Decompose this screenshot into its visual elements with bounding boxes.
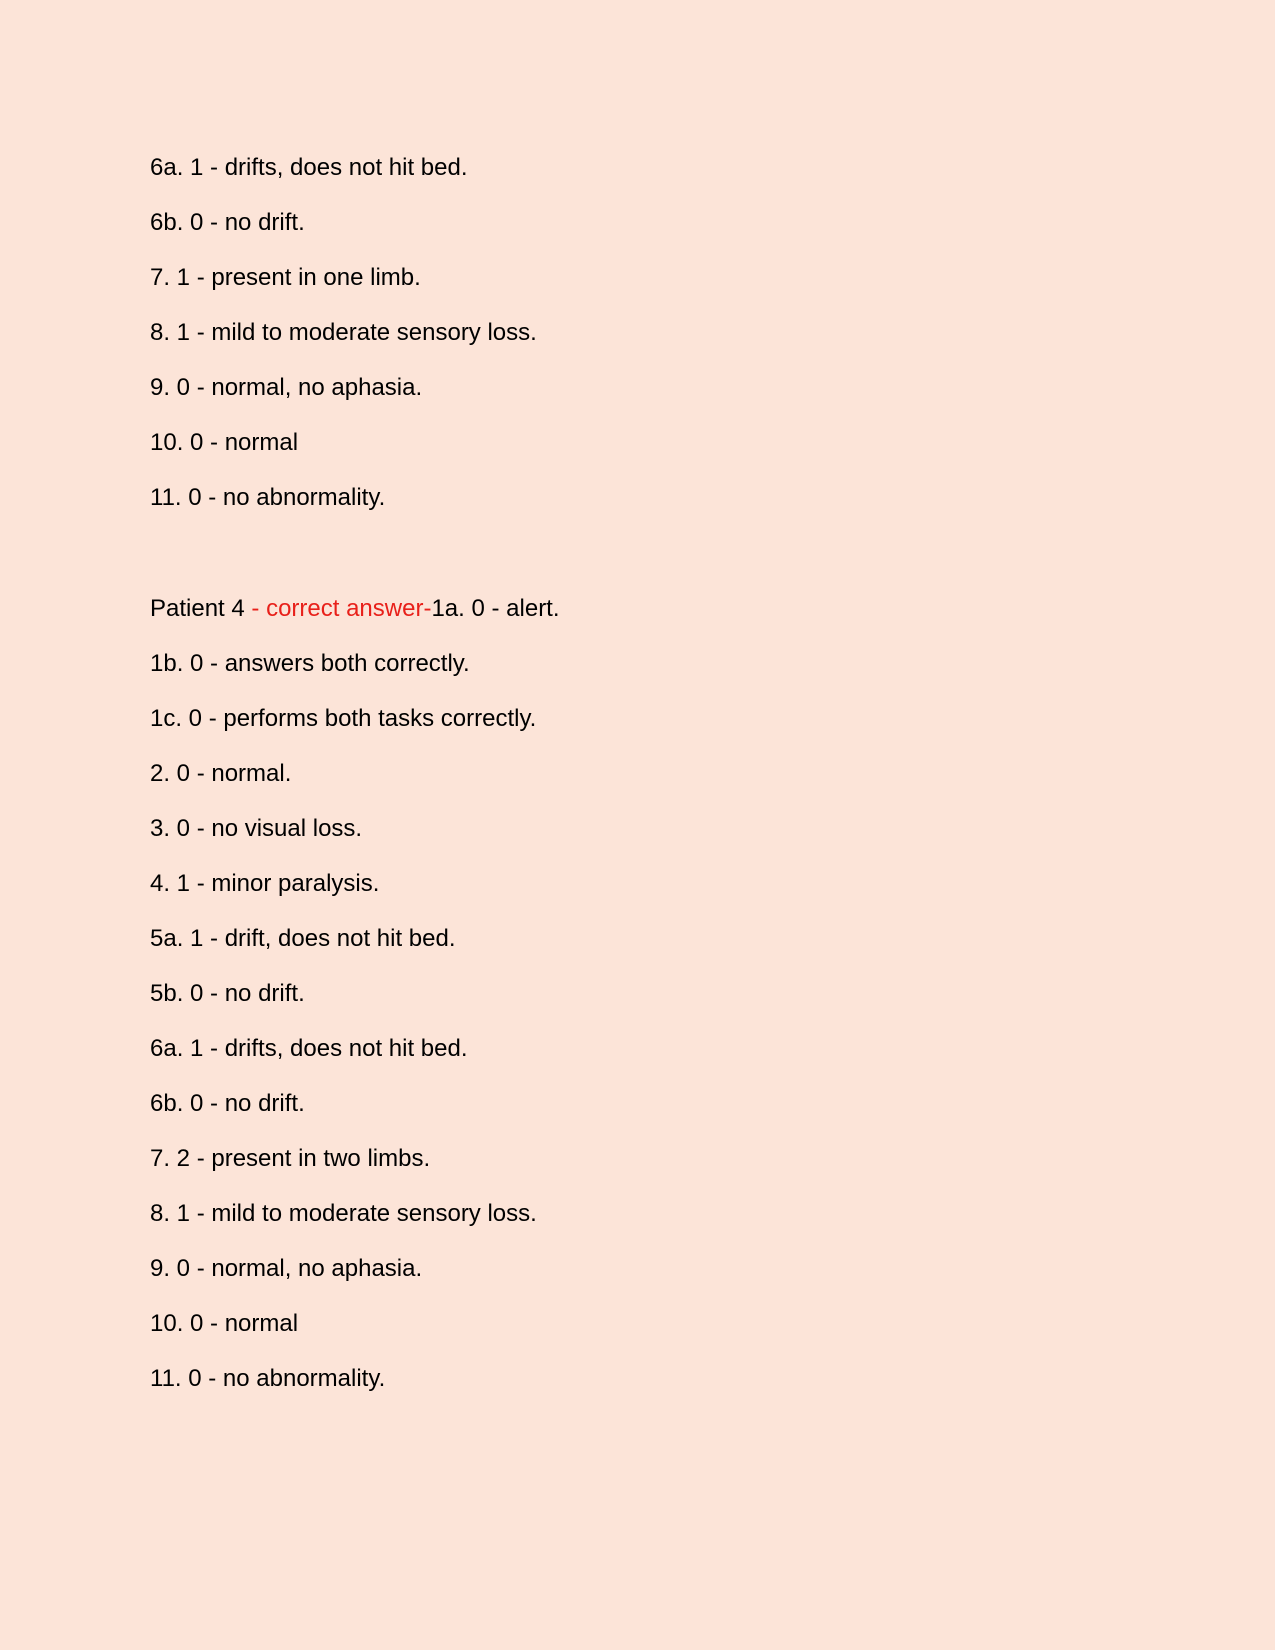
- score-line-8: 8. 1 - mild to moderate sensory loss.: [150, 319, 537, 346]
- score-line-6b: 6b. 0 - no drift.: [150, 1090, 305, 1117]
- correct-answer-label: - correct answer-: [251, 595, 432, 622]
- patient-label: Patient 4: [150, 595, 252, 622]
- score-line-11: 11. 0 - no abnormality.: [150, 1365, 386, 1392]
- score-line-5b: 5b. 0 - no drift.: [150, 980, 305, 1007]
- score-line-4: 4. 1 - minor paralysis.: [150, 870, 380, 897]
- score-line-11: 11. 0 - no abnormality.: [150, 484, 386, 511]
- score-line-7: 7. 1 - present in one limb.: [150, 264, 421, 291]
- patient-4-heading: [150, 594, 560, 624]
- score-line-8: 8. 1 - mild to moderate sensory loss.: [150, 1200, 537, 1227]
- score-line-1a: 1a. 0 - alert.: [431, 595, 560, 622]
- score-line-1c: 1c. 0 - performs both tasks correctly.: [150, 705, 537, 732]
- score-line-1b: 1b. 0 - answers both correctly.: [150, 650, 470, 677]
- score-line-6a: 6a. 1 - drifts, does not hit bed.: [150, 154, 468, 181]
- score-line-5a: 5a. 1 - drift, does not hit bed.: [150, 925, 456, 952]
- score-line-3: 3. 0 - no visual loss.: [150, 815, 363, 842]
- score-line-9: 9. 0 - normal, no aphasia.: [150, 1255, 423, 1282]
- score-line-7: 7. 2 - present in two limbs.: [150, 1145, 431, 1172]
- score-line-10: 10. 0 - normal: [150, 429, 299, 456]
- score-line-9: 9. 0 - normal, no aphasia.: [150, 374, 423, 401]
- score-line-6b: 6b. 0 - no drift.: [150, 209, 305, 236]
- score-line-2: 2. 0 - normal.: [150, 760, 292, 787]
- score-line-6a: 6a. 1 - drifts, does not hit bed.: [150, 1035, 468, 1062]
- score-line-10: 10. 0 - normal: [150, 1310, 299, 1337]
